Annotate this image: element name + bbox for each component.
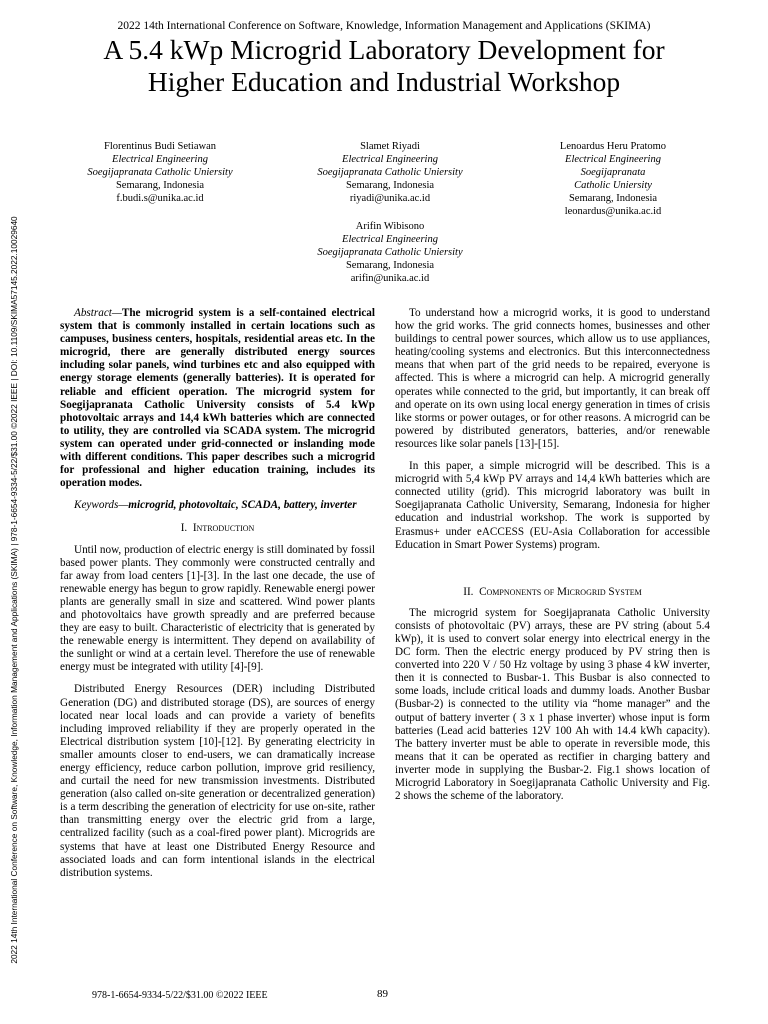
author-block-3 <box>528 140 698 218</box>
author-city: Semarang, Indonesia <box>568 193 658 204</box>
section-title: Compnonents of Microgrid System <box>479 585 642 598</box>
body-paragraph: Until now, production of electric energy is still dominated by fossil based power plants. They commonly were constructed centrally and far away from load centers [1]-[3]. In the last one decade, the use of renewable energy has begun to grow rapidly. Renewable energi power plants are generally small in size and scattered. Wind power plants and photovoltaics have growth spreadly and are preferred because they are easy to built. Characteristic of electricity that is generated by the renewable energy is intermittent. They depend on availability of the sunlight or wind at a certain level. Therefore the use of renewable energy must be integrated with utility [4]-[9]. <box>60 543 375 674</box>
author-city: Semarang, Indonesia <box>345 180 435 191</box>
section-title: Introduction <box>192 522 255 535</box>
paper-title <box>20 34 748 98</box>
page-number: 89 <box>377 988 388 1000</box>
keywords-lead: Keywords— <box>74 499 129 512</box>
section-number: II. <box>463 585 474 598</box>
author-university-line-2: Catholic Uniersity <box>574 180 652 191</box>
author-department: Electrical Engineering <box>342 154 438 165</box>
author-name: Florentinus Budi Setiawan <box>104 141 216 152</box>
doi-side-text-label: 2022 14th International Conference on Software, Knowledge, Information Management and Applications (SKIMA) | 978-1-6654-9334-5/22/$31.00 ©2022 IEEE | DOI: 10.1109/SKIMA57145.2022.10029640 <box>9 216 19 964</box>
author-email: arifin@unika.ac.id <box>350 273 430 284</box>
author-city: Semarang, Indonesia <box>345 260 435 271</box>
author-email: leonardus@unika.ac.id <box>564 206 662 217</box>
author-email: riyadi@unika.ac.id <box>349 193 431 204</box>
author-university: Soegijapranata Catholic Uniersity <box>317 167 463 178</box>
author-department: Electrical Engineering <box>112 154 208 165</box>
author-block-2 <box>290 140 490 205</box>
author-university: Soegijapranata Catholic Uniersity <box>87 167 233 178</box>
section-heading-components <box>395 586 710 599</box>
section-number: I. <box>180 522 188 535</box>
body-paragraph: To understand how a microgrid works, it is good to understand how the grid works. The grid connects homes, businesses and other buildings to central power sources, which allow us to use appliances, heating/cooling systems and electronics. But this interconnectedness means that when part of the grid needs to be repaired, everyone is affected. This is where a microgrid can help. A microgrid generally operates while connected to the grid, but importantly, it can break off and operate on its own using local energy generation in times of crisis like storms or power outages, or for other reasons. A microgrid can be powered by distributed generators, batteries, and/or renewable resources like solar panels [13]-[15]. <box>395 307 710 450</box>
author-name: Slamet Riyadi <box>360 141 420 152</box>
author-block-1 <box>60 140 260 205</box>
abstract-lead: Abstract— <box>74 307 122 319</box>
right-column <box>395 307 710 803</box>
conference-header: 2022 14th International Conference on Software, Knowledge, Information Management and Applications (SKIMA) <box>117 20 651 32</box>
author-name: Arifin Wibisono <box>355 221 425 232</box>
author-email: f.budi.s@unika.ac.id <box>116 193 204 204</box>
author-department: Electrical Engineering <box>565 154 661 165</box>
keywords <box>60 499 375 512</box>
title-line-2: Higher Education and Industrial Workshop <box>147 66 621 97</box>
footer-copyright: 978-1-6654-9334-5/22/$31.00 ©2022 IEEE <box>92 990 268 1001</box>
author-university-line-1: Soegijapranata <box>580 167 646 178</box>
author-city: Semarang, Indonesia <box>115 180 205 191</box>
title-line-1: A 5.4 kWp Microgrid Laboratory Development for <box>103 34 665 65</box>
author-department: Electrical Engineering <box>342 234 438 245</box>
body-paragraph: Distributed Energy Resources (DER) including Distributed Generation (DG) and distributed storage (DS), are sources of energy located near local loads and can provide a variety of benefits including improved reliability if they are properly operated in the Electrical distribution system [10]-[12]. By generating electricity in smaller amounts closer to end-users, we can dramatically increase energy efficiency, reduce carbon pollution, improve grid resiliency, and curtail the need for new transmission investments. Distributed generation (also called on-site generation or decentralized generation) is a term describing the generation of electricity for use on-site, rather than transmitting energy over the electric grid from a large, centralized facility (such as a coal-fired power plant). Microgrids are systems that have at least one Distributed Energy Resource and associated loads and can form intentional islands in the electrical distribution systems. <box>60 683 375 879</box>
author-name: Lenoardus Heru Pratomo <box>559 141 667 152</box>
body-paragraph: The microgrid system for Soegijapranata Catholic University consists of photovoltaic (PV) arrays, these are PV string (about 5.4 kWp), it is used to convert solar energy into electrical energy in the DC form. Then the electric energy produced by PV string then is converted into 220 V / 50 Hz voltage by using 3 phase 4 kW inverter, then it is connected to Busbar-1. This Busbar is also connected to some loads, include critical loads and dummy loads. Another Busbar (Busbar-2) is connected to the utility via “home manager” and the output of battery inverter ( 3 x 1 phase inverter) whose input is form batteries (Lead acid batteries 12V 100 Ah with 14.4 kWh capacity). The battery inverter must be able to operate in reversible mode, this means that it can be operated as rectifier in charging battery and inverter mode in supplying the Busbar-2. Fig.1 shows location of Microgrid Laboratory in Soegijapranata Catholic University and Fig. 2 shows the scheme of the laboratory. <box>395 606 710 803</box>
author-block-4 <box>290 220 490 285</box>
abstract-text: The microgrid system is a self-contained electrical system that is commonly installed in certain locations such as campuses, business centers, hospitals, residential areas etc. In the microgrid, there are generally distributed energy sources including solar panels, wind turbines etc and also equipped with energy storage elements (generally batteries). It is operated for reliable and efficient operation. The microgrid system for Soegijapranata Catholic University consists of 5.4 kWp photovoltaic arrays and 14,4 kWh batteries which are connected to utility, they are controlled via SCADA system. The microgrid system can operated under grid-connected or inslanding mode with different conditions. This paper describes such a microgrid for professional and higher education training, includes its operation modes. <box>60 307 375 490</box>
keywords-text: microgrid, photovoltaic, SCADA, battery, inverter <box>128 499 357 512</box>
abstract <box>60 307 375 490</box>
left-column <box>60 307 375 880</box>
author-university: Soegijapranata Catholic Uniersity <box>317 247 463 258</box>
body-paragraph: In this paper, a simple microgrid will be described. This is a microgrid with 5,4 kWp PV arrays and 14,4 kWh batteries which are connected utility (grid). This microgrid laboratory was built in Soegijapranata Catholic University, Semarang, Indonesia for higher education and industrial workshop. The work is supported by Erasmus+ under eACCESS (EU-Asia Collaboration for accessible Education in Smart Power Systems) program. <box>395 460 710 551</box>
section-heading-introduction <box>60 522 375 535</box>
